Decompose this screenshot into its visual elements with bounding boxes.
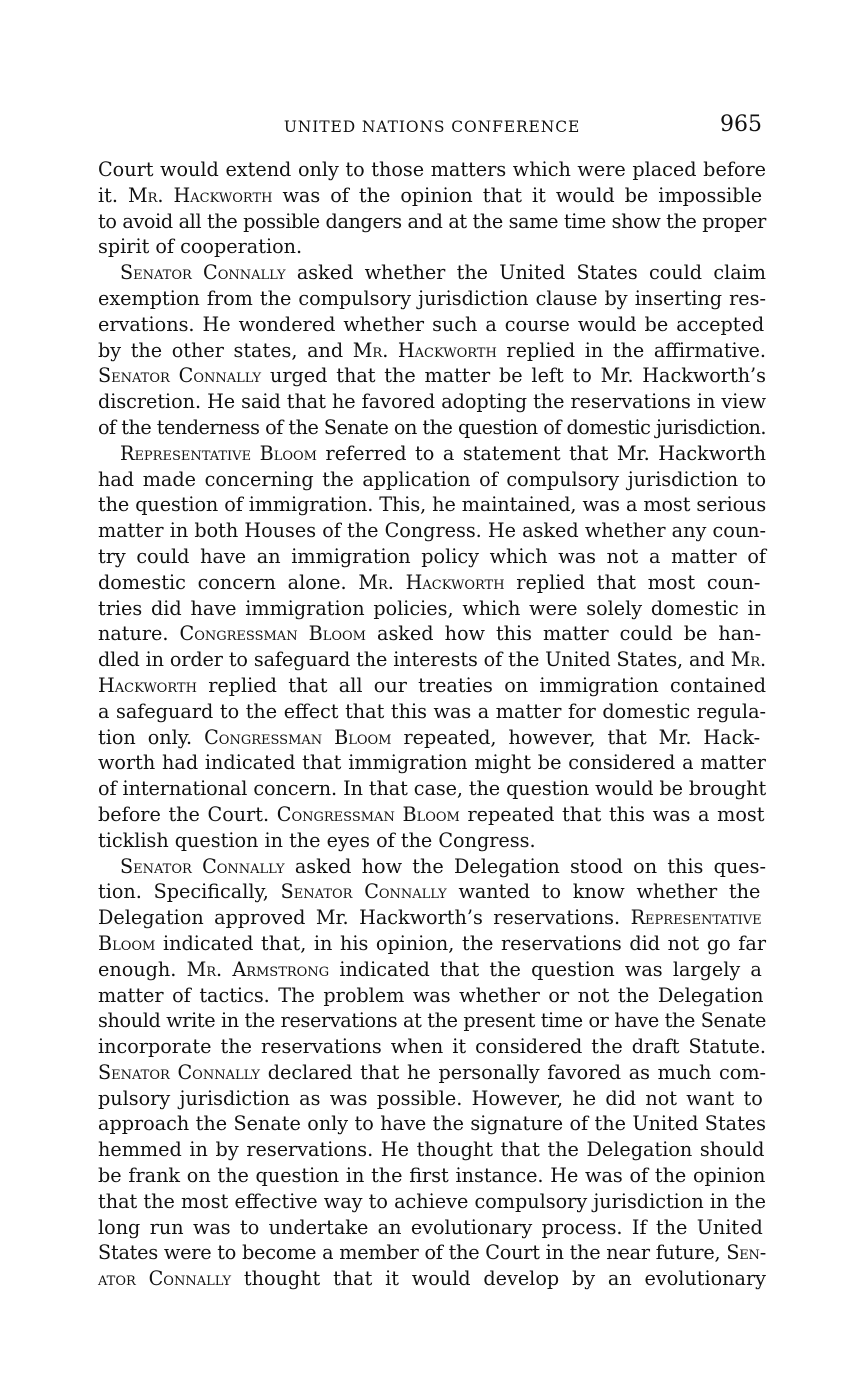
text-line-content	[98, 984, 764, 1007]
text-line-content	[98, 339, 766, 362]
text-line-content	[98, 1241, 766, 1264]
text-line	[98, 1086, 766, 1112]
text-run: the question of immigration. This, he maintained, was a most serious	[98, 493, 767, 517]
text-run: exemption from the compulsory jurisdiction clause by inserting res-	[98, 286, 766, 310]
text-line-content	[98, 622, 761, 645]
text-run: thought that it would develop by an evolutionary	[231, 1267, 766, 1291]
text-run: was of the opinion that it would be impossible	[272, 183, 763, 207]
text-run: hemmed in by reservations. He thought that the Delegation should	[98, 1138, 765, 1162]
text-run: wanted to know whether the	[446, 880, 761, 904]
text-line-content	[98, 1138, 764, 1161]
text-line	[98, 828, 766, 854]
text-line	[98, 596, 766, 622]
speaker-name: Mr. Armstrong	[186, 957, 330, 981]
text-line	[98, 673, 766, 699]
text-line-content	[98, 958, 762, 981]
text-line	[98, 983, 766, 1009]
speaker-name: Congressman Bloom	[276, 802, 460, 826]
text-line-content	[98, 184, 762, 207]
text-line-content	[98, 1267, 766, 1290]
text-run: repeated that this was a most	[459, 802, 765, 826]
text-line	[98, 931, 766, 957]
text-run: indicated that the question was largely a	[329, 957, 762, 981]
text-line	[98, 776, 766, 802]
text-line	[98, 518, 766, 544]
text-run: enough.	[98, 957, 187, 981]
text-run: by the other states, and	[98, 338, 353, 362]
text-line-content	[98, 571, 760, 594]
text-line-content	[120, 261, 766, 284]
text-run: nature.	[98, 622, 180, 646]
text-line-content	[98, 597, 766, 620]
text-line	[98, 957, 766, 983]
speaker-name: Representative Bloom	[120, 441, 317, 465]
text-run: asked how this matter could be han-	[365, 622, 762, 646]
text-run: replied that all our treaties on immigration contained	[196, 673, 766, 697]
running-title: UNITED NATIONS CONFERENCE	[283, 118, 581, 136]
text-line-content	[98, 880, 760, 903]
text-line	[98, 1111, 766, 1137]
body-text	[98, 157, 766, 1292]
text-run: that the most effective way to achieve compulsory jurisdiction in the	[98, 1189, 766, 1213]
text-run: ticklish question in the eyes of the Congress.	[98, 828, 536, 852]
text-line-content	[98, 1164, 765, 1187]
text-line-content	[98, 700, 766, 723]
text-line	[98, 1240, 766, 1266]
text-line-content	[98, 777, 766, 800]
text-line	[98, 415, 766, 441]
text-run: try could have an immigration policy which was not a matter of	[98, 544, 766, 568]
text-line-content	[120, 442, 766, 465]
text-run: matter of tactics. The problem was whether or not the Delegation	[98, 983, 764, 1007]
text-run: States were to become a member of the Court in the near future,	[98, 1241, 727, 1265]
text-run: to avoid all the possible dangers and at the same time show the proper	[98, 209, 766, 233]
text-run: a safeguard to the effect that this was a matter for domestic regula-	[98, 699, 766, 723]
speaker-name: Congressman Bloom	[179, 622, 366, 646]
text-line	[98, 750, 766, 776]
speaker-name: Hackworth	[98, 673, 197, 697]
text-run: incorporate the reservations when it considered the draft Statute.	[98, 1035, 767, 1059]
text-run: discretion. He said that he favored adopting the reservations in view	[98, 390, 767, 414]
text-line	[98, 312, 766, 338]
text-run: indicated that, in his opinion, the reservations did not go far	[155, 931, 766, 955]
text-line-content	[98, 1216, 763, 1239]
text-run: asked how the Delegation stood on this ques-	[284, 854, 766, 878]
text-line-content	[98, 364, 766, 387]
speaker-name: Sen-	[726, 1241, 766, 1265]
speaker-name: Representative	[630, 906, 762, 930]
text-run: matter in both Houses of the Congress. He asked whether any coun-	[98, 519, 766, 543]
text-line	[98, 1008, 766, 1034]
text-line	[98, 1215, 766, 1241]
text-line-content	[98, 1009, 766, 1032]
text-line-content	[98, 932, 766, 955]
text-run: be frank on the question in the first instance. He was of the opinion	[98, 1164, 766, 1188]
text-line-content	[120, 855, 766, 878]
text-line-content	[98, 287, 766, 310]
text-run: of international concern. In that case, the question would be brought	[98, 777, 767, 801]
text-line	[98, 260, 766, 286]
text-run: should write in the reservations at the present time or have the Senate	[98, 1009, 766, 1033]
text-run: urged that the matter be left to Mr. Hackworth’s	[261, 364, 766, 388]
text-line-content	[98, 648, 766, 671]
text-run: replied in the affirmative.	[496, 338, 766, 362]
text-run: spirit of cooperation.	[98, 235, 303, 259]
text-run: had made concerning the application of compulsory jurisdiction to	[98, 467, 766, 491]
text-line-content	[98, 1061, 766, 1084]
text-line	[98, 389, 766, 415]
text-line	[98, 1266, 766, 1292]
text-line	[98, 441, 766, 467]
text-run: repeated, however, that Mr. Hack-	[391, 725, 761, 749]
speaker-name: Congressman Bloom	[204, 725, 392, 749]
text-line	[98, 1189, 766, 1215]
text-line	[98, 570, 766, 596]
text-run: ervations. He wondered whether such a course would be accepted	[98, 312, 765, 336]
speaker-name: ator Connally	[98, 1267, 232, 1291]
text-run: long run was to undertake an evolutionary process. If the United	[98, 1215, 763, 1239]
text-line-content	[98, 519, 766, 542]
text-line	[98, 234, 766, 260]
text-line	[98, 183, 766, 209]
text-line	[98, 854, 766, 880]
text-line	[98, 1060, 766, 1086]
text-line	[98, 647, 766, 673]
speaker-name: Senator Connally	[280, 880, 447, 904]
speaker-name: Mr.	[730, 648, 766, 672]
text-run: referred to a statement that Mr. Hackworth	[316, 441, 766, 465]
text-line-content	[98, 906, 762, 929]
text-line	[98, 879, 766, 905]
text-line	[98, 492, 766, 518]
text-line-content	[98, 1087, 763, 1110]
text-line-content	[98, 751, 766, 774]
text-line-content	[98, 390, 766, 413]
speaker-name: Mr. Hackworth	[352, 338, 497, 362]
text-line-content	[98, 235, 302, 258]
text-run: dled in order to safeguard the interests of the United States, and	[98, 648, 731, 672]
text-line	[98, 157, 766, 183]
text-run: before the Court.	[98, 802, 277, 826]
text-line-content	[98, 158, 766, 181]
speaker-name: Senator Connally	[120, 261, 286, 285]
text-line	[98, 1034, 766, 1060]
text-line	[98, 286, 766, 312]
speaker-name: Senator Connally	[98, 364, 262, 388]
speaker-name: Mr. Hackworth	[127, 183, 273, 207]
text-run: worth had indicated that immigration might be considered a matter	[98, 751, 766, 775]
text-run: tion only.	[98, 725, 205, 749]
text-line	[98, 209, 766, 235]
text-line-content	[98, 803, 764, 826]
page-number: 965	[720, 112, 762, 137]
text-line-content	[98, 416, 766, 439]
text-line-content	[98, 313, 764, 336]
text-run: declared that he personally favored as much com-	[260, 1060, 766, 1084]
text-line-content	[98, 210, 766, 233]
text-run: tries did have immigration policies, which were solely domestic in	[98, 596, 766, 620]
text-run: of the tenderness of the Senate on the question of domestic jurisdiction.	[98, 415, 767, 439]
text-line	[98, 1137, 766, 1163]
text-line-content	[98, 1190, 766, 1213]
text-run: asked whether the United States could claim	[285, 261, 766, 285]
speaker-name: Senator Connally	[120, 854, 285, 878]
text-run: domestic concern alone.	[98, 570, 359, 594]
text-line	[98, 905, 766, 931]
text-line	[98, 725, 766, 751]
text-run: Court would extend only to those matters which were placed before	[98, 158, 766, 181]
text-run: it.	[98, 183, 128, 207]
text-line-content	[98, 726, 760, 749]
text-line	[98, 338, 766, 364]
text-run: pulsory jurisdiction as was possible. However, he did not want to	[98, 1086, 763, 1110]
text-line-content	[98, 1035, 766, 1058]
speaker-name: Mr. Hackworth	[358, 570, 505, 594]
text-line	[98, 544, 766, 570]
text-line-content	[98, 829, 536, 852]
text-line	[98, 802, 766, 828]
running-head	[98, 112, 766, 142]
text-line	[98, 363, 766, 389]
speaker-name: Bloom	[98, 931, 156, 955]
speaker-name: Senator Connally	[98, 1060, 260, 1084]
text-run: tion. Specifically,	[98, 880, 281, 904]
text-line-content	[98, 493, 766, 516]
text-run: replied that most coun-	[504, 570, 761, 594]
text-line-content	[98, 674, 766, 697]
text-line	[98, 699, 766, 725]
text-line	[98, 467, 766, 493]
text-run: Delegation approved Mr. Hackworth’s reservations.	[98, 906, 631, 930]
text-line-content	[98, 545, 766, 568]
text-line	[98, 1163, 766, 1189]
text-run: approach the Senate only to have the signature of the United States	[98, 1112, 766, 1136]
text-line-content	[98, 1112, 766, 1135]
text-line	[98, 621, 766, 647]
text-line-content	[98, 468, 766, 491]
